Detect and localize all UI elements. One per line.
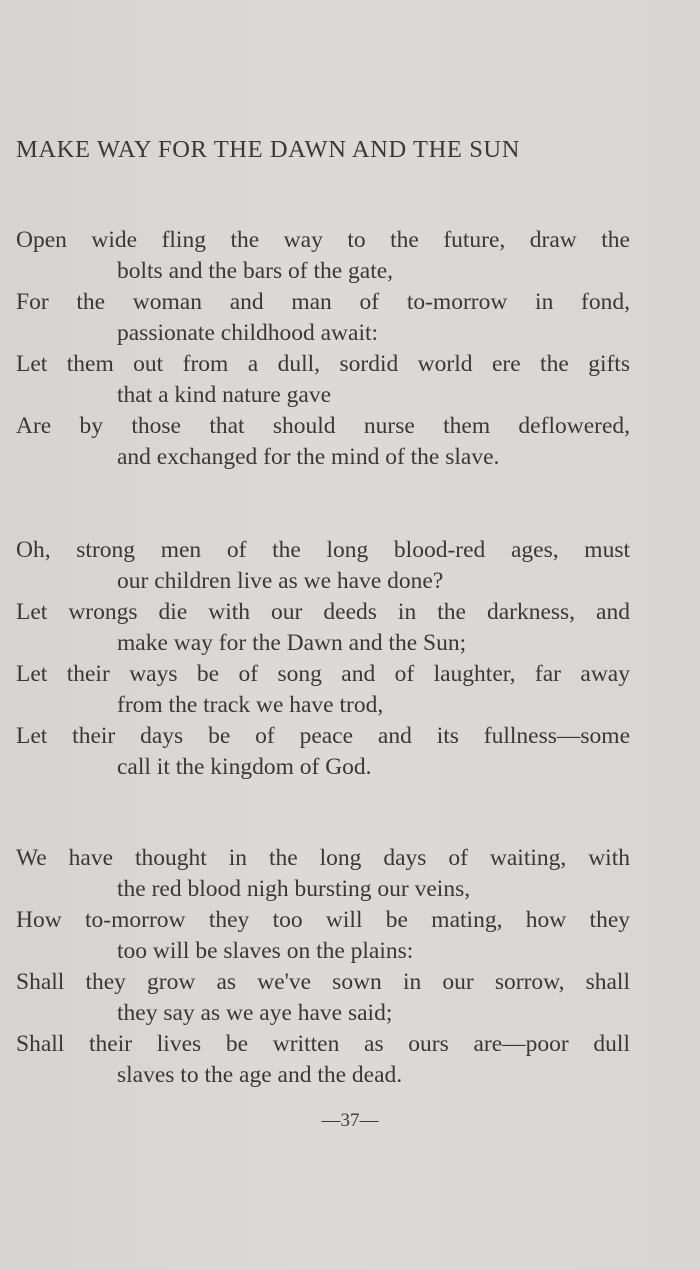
- verse-line: Shall their lives be written as ours are—poor dull: [16, 1031, 630, 1057]
- verse-line: Let their days be of peace and its fullness—some: [16, 723, 630, 749]
- verse-line-continuation: the red blood nigh bursting our veins,: [117, 876, 471, 902]
- verse-line-continuation: they say as we aye have said;: [117, 1000, 393, 1026]
- verse-line: For the woman and man of to-morrow in fond,: [16, 289, 630, 315]
- verse-line: Are by those that should nurse them deflowered,: [16, 413, 630, 439]
- verse-line: We have thought in the long days of waiting, with: [16, 845, 630, 871]
- verse-line-continuation: make way for the Dawn and the Sun;: [117, 630, 467, 656]
- verse-line: Let their ways be of song and of laughter, far away: [16, 661, 630, 687]
- stanza-3: [16, 843, 630, 1091]
- page-number: —37—: [321, 1110, 379, 1131]
- verse-line: How to-morrow they too will be mating, how they: [16, 907, 630, 933]
- verse-line-continuation: from the track we have trod,: [117, 692, 384, 718]
- verse-line-continuation: that a kind nature gave: [117, 382, 332, 408]
- verse-line: Shall they grow as we've sown in our sorrow, shall: [16, 969, 630, 995]
- verse-line: Open wide fling the way to the future, draw the: [16, 227, 630, 253]
- verse-line-continuation: too will be slaves on the plains:: [117, 938, 414, 964]
- stanza-1: [16, 225, 630, 473]
- verse-line-continuation: call it the kingdom of God.: [117, 754, 372, 780]
- verse-line-continuation: and exchanged for the mind of the slave.: [117, 444, 500, 470]
- verse-line-continuation: passionate childhood await:: [117, 320, 379, 346]
- verse-line: Let wrongs die with our deeds in the darkness, and: [16, 599, 630, 625]
- verse-line: Let them out from a dull, sordid world ere the gifts: [16, 351, 630, 377]
- verse-line-continuation: bolts and the bars of the gate,: [117, 258, 394, 284]
- poem-title: MAKE WAY FOR THE DAWN AND THE SUN: [16, 136, 521, 163]
- verse-line: Oh, strong men of the long blood-red ages, must: [16, 537, 630, 563]
- stanza-2: [16, 535, 630, 783]
- verse-line-continuation: our children live as we have done?: [117, 568, 444, 594]
- verse-line-continuation: slaves to the age and the dead.: [117, 1062, 403, 1088]
